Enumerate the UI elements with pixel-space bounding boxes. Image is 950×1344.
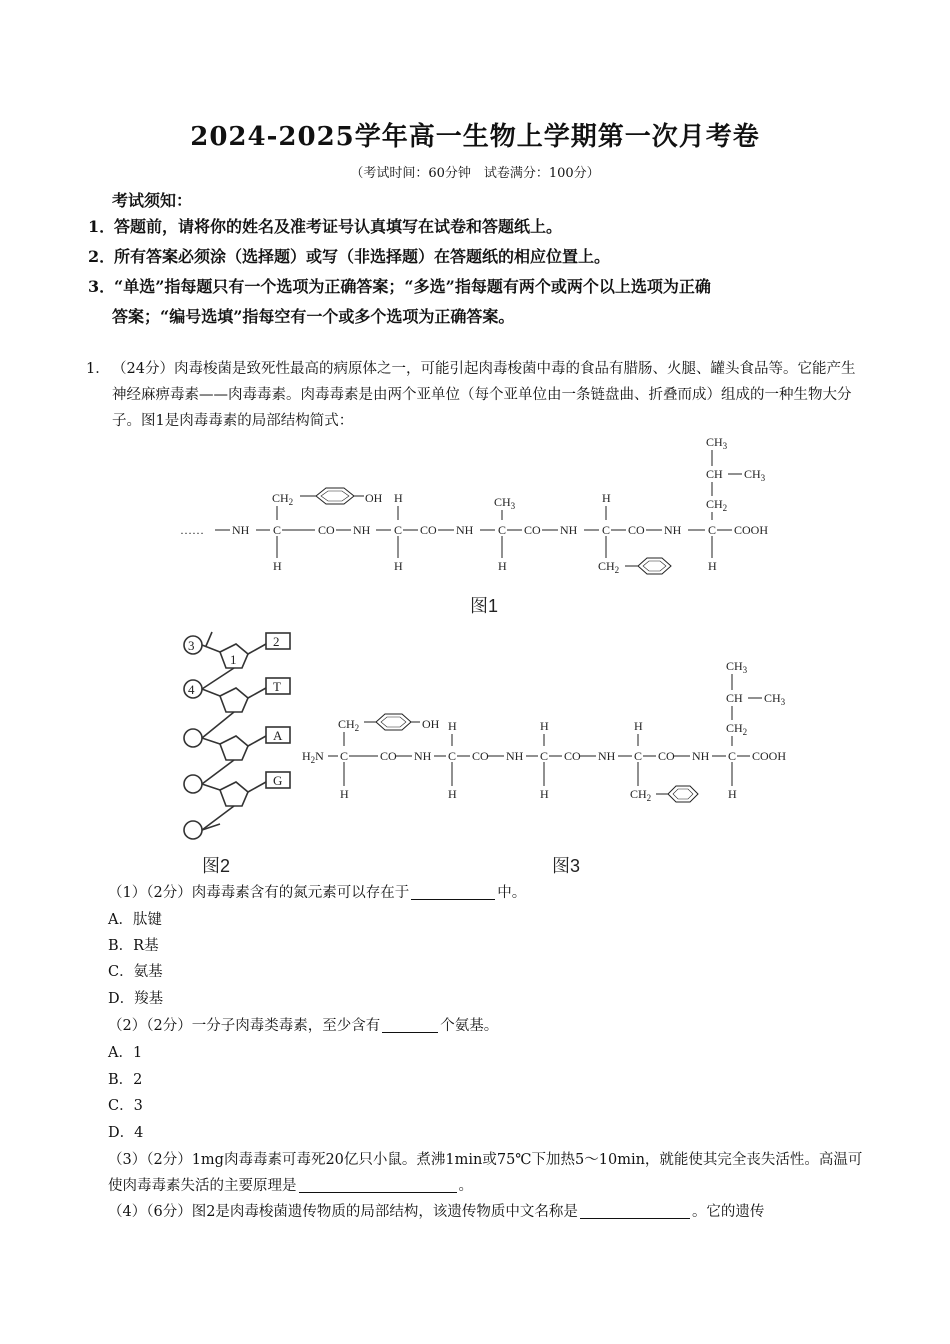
svg-text:C: C [498,523,507,537]
svg-text:H: H [498,559,507,573]
svg-text:CO: CO [318,523,335,537]
svg-text:H: H [340,787,349,801]
svg-text:CH2: $CH_2$ [272,491,294,507]
figure-2-dna [176,628,306,878]
base-box-T: T [273,679,281,694]
svg-text:CH2: $CH_2$ [598,559,620,575]
option-1d[interactable]: D．羧基 [108,991,164,1007]
svg-text:NH: NH [560,523,578,537]
svg-text:H: H [394,491,403,505]
svg-text:H: H [602,491,611,505]
figure-1-caption: 图1 [470,596,499,616]
svg-text:CO: CO [524,523,541,537]
svg-text:CH2: $CH_2$ [630,787,652,803]
svg-text:H: H [540,787,549,801]
svg-text:CO: CO [658,749,675,763]
svg-text:OH: OH [422,717,440,731]
subquestion-1: （1）（2分）肉毒毒素含有的氮元素可以存在于 中。 [108,885,527,901]
base-box-G: G [273,773,283,788]
answer-blank-2[interactable] [382,1016,438,1033]
base-box-2: 2 [273,634,280,649]
notice-heading: 考试须知： [112,191,193,210]
svg-text:C: C [728,749,737,763]
svg-text:C: C [394,523,403,537]
figure-3-caption: 图3 [552,856,581,876]
notice-item-1: 1．答题前，请将你的姓名及准考证号认真填写在试卷和答题纸上。 [88,217,563,236]
svg-text:CO: CO [420,523,437,537]
question-1-stem: 1． （24分）肉毒梭菌是致死性最高的病原体之一，可能引起肉毒梭菌中毒的食品有腊肠、火腿、罐头食品等。它能产生神经麻痹毒素——肉毒毒素。肉毒毒素是由两个亚单位（每个亚单位由一条链盘曲、折叠而成）组成的一种生物大分子。图1是肉毒毒素的局部结构简式： [86,361,856,429]
option-2d[interactable]: D．4 [108,1125,144,1141]
svg-text:CO: CO [628,523,645,537]
svg-text:H: H [394,559,403,573]
figure-1-structure [170,430,810,620]
svg-text:H: H [708,559,717,573]
option-2a[interactable]: A．1 [108,1045,143,1061]
subquestion-4: （4）（6分）图2是肉毒梭菌遗传物质的局部结构，该遗传物质中文名称是 。它的遗传 [108,1204,765,1220]
figure-2-caption: 图2 [202,856,231,876]
chain-dots: …… [180,523,204,537]
svg-text:CH2: $CH_2$ [726,721,748,737]
circle-label-3: 3 [188,638,195,653]
svg-text:H: H [728,787,737,801]
base-box-A: A [273,728,283,743]
svg-text:H: H [540,719,549,733]
svg-text:NH: NH [598,749,616,763]
svg-text:NH: NH [692,749,710,763]
notice-item-3: 3．“单选”指每题只有一个选项为正确答案；“多选”指每题有两个或两个以上选项为正确 答案；“编号选填”指每空有一个或多个选项为正确答案。 [88,277,711,326]
svg-text:CH2: $CH_2$ [338,717,360,733]
svg-text:CH3: $CH_3$ [726,659,748,675]
svg-text:C: C [708,523,717,537]
svg-text:CH3: $CH_3$ [706,435,728,451]
svg-text:H: H [448,787,457,801]
svg-text:NH: NH [664,523,682,537]
svg-text:CO: CO [564,749,581,763]
svg-text:CH3: $CH_3$ [744,467,766,483]
svg-text:C: C [448,749,457,763]
option-1b[interactable]: B．R基 [108,938,159,954]
svg-text:H2N: $H_2N$ [302,749,324,765]
svg-text:C: C [340,749,349,763]
svg-text:COOH: COOH [734,523,769,537]
svg-text:CH: CH [706,467,723,481]
svg-text:C: C [602,523,611,537]
circle-label-4: 4 [188,682,195,697]
svg-text:H: H [273,559,282,573]
svg-text:CH: CH [726,691,743,705]
svg-text:CH2: $CH_2$ [706,497,728,513]
answer-blank-4[interactable] [580,1202,690,1219]
option-2b[interactable]: B．2 [108,1072,143,1088]
answer-blank-1[interactable] [411,883,495,900]
answer-blank-3[interactable] [299,1176,457,1193]
svg-text:CH3: $CH_3$ [494,495,516,511]
figure-3-structure [296,652,816,878]
svg-text:C: C [634,749,643,763]
svg-text:CO: CO [472,749,489,763]
svg-text:CH3: $CH_3$ [764,691,786,707]
svg-text:NH: NH [232,523,250,537]
page-title: 2024-2025学年高一生物上学期第一次月考卷 [190,122,760,152]
pentagon-label-1: 1 [230,652,237,667]
option-1a[interactable]: A．肽键 [108,912,162,928]
notice-item-2: 2．所有答案必须涂（选择题）或写（非选择题）在答题纸的相应位置上。 [88,247,611,266]
exam-info: （考试时间：60分钟 试卷满分：100分） [350,166,600,181]
svg-text:CO: CO [380,749,397,763]
option-2c[interactable]: C．3 [108,1098,143,1114]
svg-text:NH: NH [414,749,432,763]
svg-text:NH: NH [506,749,524,763]
svg-text:H: H [448,719,457,733]
subquestion-2: （2）（2分）一分子肉毒类毒素，至少含有 个氨基。 [108,1018,499,1034]
svg-text:COOH: COOH [752,749,787,763]
svg-text:NH: NH [353,523,371,537]
svg-text:H: H [634,719,643,733]
option-1c[interactable]: C．氨基 [108,964,163,980]
svg-text:C: C [273,523,282,537]
svg-text:C: C [540,749,549,763]
svg-text:OH: OH [365,491,383,505]
svg-text:NH: NH [456,523,474,537]
subquestion-3: （3）（2分）1mg肉毒毒素可毒死20亿只小鼠。煮沸1min或75℃下加热5～10min，就能使其完全丧失活性。高温可使肉毒毒素失活的主要原理是 。 [108,1152,863,1194]
